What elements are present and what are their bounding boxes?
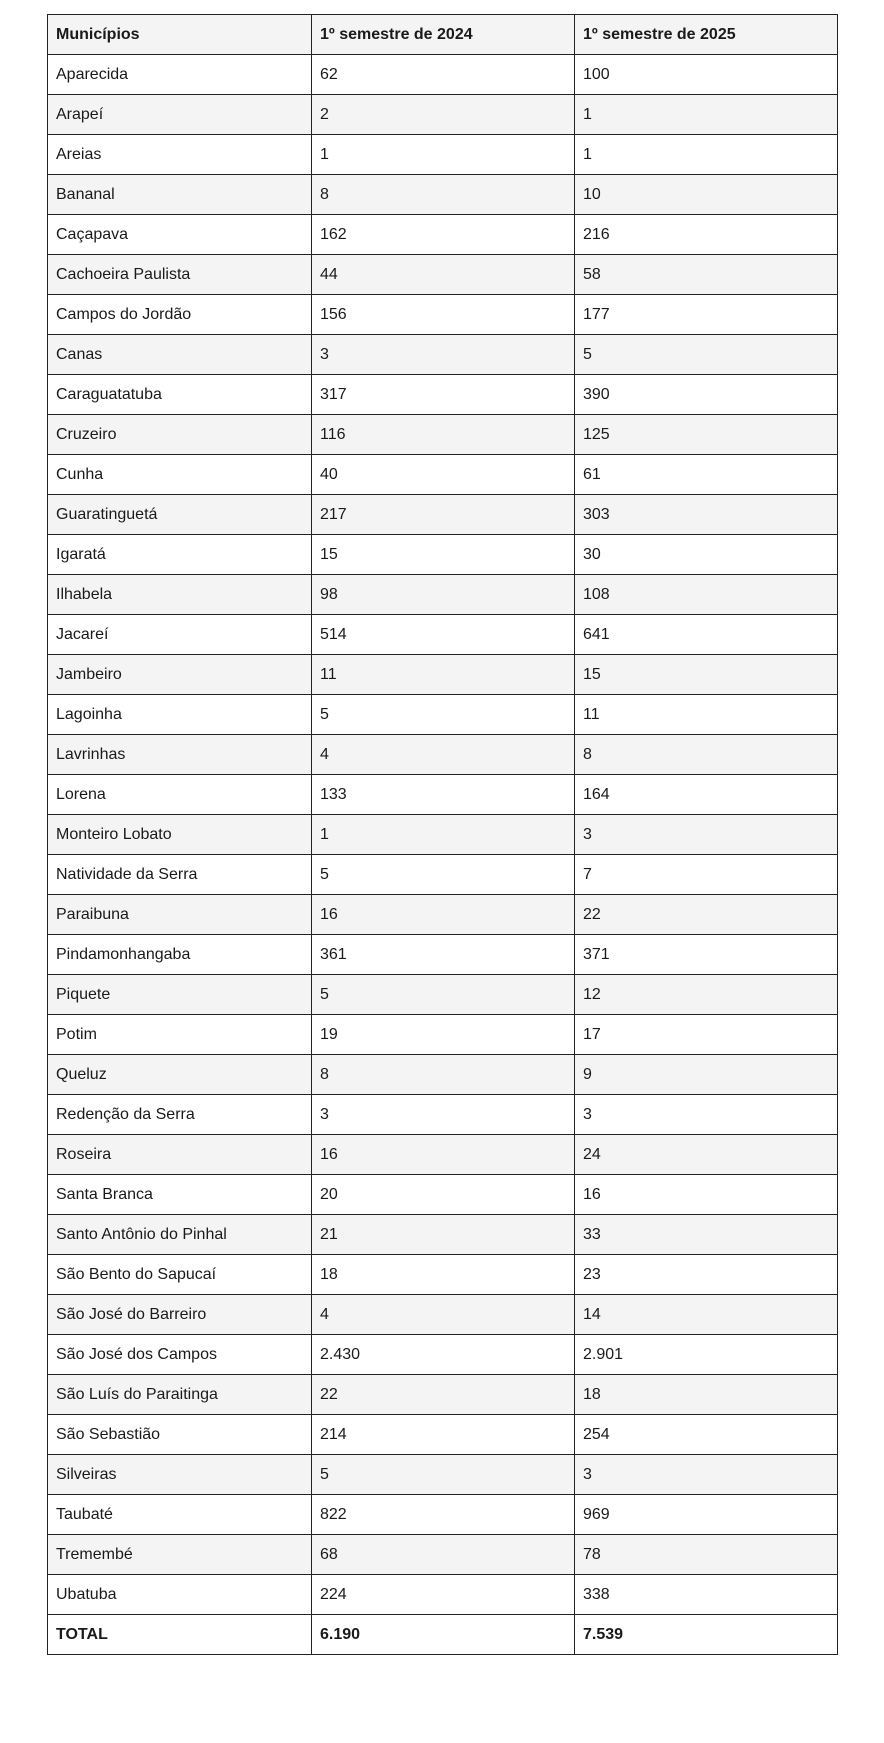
cell-valor-2025: 3 bbox=[575, 815, 838, 855]
cell-valor-2025: 338 bbox=[575, 1575, 838, 1615]
cell-valor-2025: 390 bbox=[575, 375, 838, 415]
cell-valor-2025: 164 bbox=[575, 775, 838, 815]
cell-valor-2024: 44 bbox=[312, 255, 575, 295]
cell-valor-2025: 2.901 bbox=[575, 1335, 838, 1375]
cell-valor-2024: 4 bbox=[312, 1295, 575, 1335]
table-row bbox=[48, 1055, 838, 1095]
cell-valor-2025: 16 bbox=[575, 1175, 838, 1215]
cell-municipio: Santa Branca bbox=[48, 1175, 312, 1215]
table-row bbox=[48, 1495, 838, 1535]
cell-valor-2025: 3 bbox=[575, 1455, 838, 1495]
cell-valor-2024: 133 bbox=[312, 775, 575, 815]
table-row bbox=[48, 975, 838, 1015]
cell-municipio: Igaratá bbox=[48, 535, 312, 575]
cell-municipio: São José dos Campos bbox=[48, 1335, 312, 1375]
cell-municipio: São José do Barreiro bbox=[48, 1295, 312, 1335]
cell-valor-2025: 108 bbox=[575, 575, 838, 615]
cell-valor-2025: 1 bbox=[575, 135, 838, 175]
cell-municipio: Roseira bbox=[48, 1135, 312, 1175]
cell-municipio: São Luís do Paraitinga bbox=[48, 1375, 312, 1415]
table-row bbox=[48, 495, 838, 535]
cell-valor-2024: 217 bbox=[312, 495, 575, 535]
table-row bbox=[48, 175, 838, 215]
table-row bbox=[48, 55, 838, 95]
table-row bbox=[48, 1095, 838, 1135]
cell-valor-2024: 21 bbox=[312, 1215, 575, 1255]
cell-valor-2025: 9 bbox=[575, 1055, 838, 1095]
cell-valor-2025: 177 bbox=[575, 295, 838, 335]
cell-municipio: Lagoinha bbox=[48, 695, 312, 735]
cell-valor-2024: 3 bbox=[312, 335, 575, 375]
table-row bbox=[48, 255, 838, 295]
table-row bbox=[48, 1415, 838, 1455]
cell-municipio: Guaratinguetá bbox=[48, 495, 312, 535]
cell-valor-2025: 641 bbox=[575, 615, 838, 655]
cell-valor-2024: 1 bbox=[312, 135, 575, 175]
cell-valor-2024: 214 bbox=[312, 1415, 575, 1455]
table-row bbox=[48, 655, 838, 695]
cell-valor-2024: 2 bbox=[312, 95, 575, 135]
cell-municipio: Lorena bbox=[48, 775, 312, 815]
cell-valor-2025: 22 bbox=[575, 895, 838, 935]
table-row bbox=[48, 1295, 838, 1335]
table-row bbox=[48, 695, 838, 735]
table-row bbox=[48, 855, 838, 895]
table-row bbox=[48, 575, 838, 615]
table-row bbox=[48, 375, 838, 415]
cell-valor-2024: 116 bbox=[312, 415, 575, 455]
cell-valor-2024: 1 bbox=[312, 815, 575, 855]
cell-valor-2025: 61 bbox=[575, 455, 838, 495]
cell-municipio: São Sebastião bbox=[48, 1415, 312, 1455]
table-row bbox=[48, 1215, 838, 1255]
cell-valor-2025: 3 bbox=[575, 1095, 838, 1135]
cell-municipio: Monteiro Lobato bbox=[48, 815, 312, 855]
cell-municipio: Cunha bbox=[48, 455, 312, 495]
cell-valor-2024: 3 bbox=[312, 1095, 575, 1135]
cell-valor-2024: 361 bbox=[312, 935, 575, 975]
cell-valor-2025: 10 bbox=[575, 175, 838, 215]
cell-valor-2024: 224 bbox=[312, 1575, 575, 1615]
cell-valor-2024: 5 bbox=[312, 855, 575, 895]
cell-valor-2025: 216 bbox=[575, 215, 838, 255]
cell-valor-2024: 68 bbox=[312, 1535, 575, 1575]
cell-valor-2025: 1 bbox=[575, 95, 838, 135]
cell-valor-2025: 969 bbox=[575, 1495, 838, 1535]
table-row bbox=[48, 415, 838, 455]
table-row bbox=[48, 895, 838, 935]
header-semestre-2024: 1º semestre de 2024 bbox=[312, 15, 575, 55]
total-row bbox=[48, 1615, 838, 1655]
cell-municipio: Campos do Jordão bbox=[48, 295, 312, 335]
cell-valor-2024: 8 bbox=[312, 175, 575, 215]
cell-valor-2024: 11 bbox=[312, 655, 575, 695]
cell-valor-2024: 5 bbox=[312, 975, 575, 1015]
table-header-row bbox=[48, 15, 838, 55]
table-row bbox=[48, 1175, 838, 1215]
cell-valor-2025: 11 bbox=[575, 695, 838, 735]
cell-municipio: Caçapava bbox=[48, 215, 312, 255]
cell-municipio: Canas bbox=[48, 335, 312, 375]
cell-municipio: Jambeiro bbox=[48, 655, 312, 695]
cell-valor-2025: 8 bbox=[575, 735, 838, 775]
cell-valor-2025: 30 bbox=[575, 535, 838, 575]
table-row bbox=[48, 335, 838, 375]
table-row bbox=[48, 935, 838, 975]
cell-valor-2024: 514 bbox=[312, 615, 575, 655]
cell-valor-2024: 162 bbox=[312, 215, 575, 255]
cell-valor-2024: 98 bbox=[312, 575, 575, 615]
cell-municipio: Jacareí bbox=[48, 615, 312, 655]
cell-municipio: Aparecida bbox=[48, 55, 312, 95]
total-2025: 7.539 bbox=[575, 1615, 838, 1655]
total-2024: 6.190 bbox=[312, 1615, 575, 1655]
cell-valor-2025: 23 bbox=[575, 1255, 838, 1295]
cell-municipio: Ubatuba bbox=[48, 1575, 312, 1615]
cell-municipio: São Bento do Sapucaí bbox=[48, 1255, 312, 1295]
cell-municipio: Areias bbox=[48, 135, 312, 175]
cell-municipio: Paraibuna bbox=[48, 895, 312, 935]
total-label: TOTAL bbox=[48, 1615, 312, 1655]
table-row bbox=[48, 615, 838, 655]
cell-municipio: Natividade da Serra bbox=[48, 855, 312, 895]
header-municipios: Municípios bbox=[48, 15, 312, 55]
cell-municipio: Caraguatatuba bbox=[48, 375, 312, 415]
municipalities-table bbox=[47, 14, 838, 1655]
cell-valor-2025: 14 bbox=[575, 1295, 838, 1335]
cell-valor-2024: 4 bbox=[312, 735, 575, 775]
table-body bbox=[48, 55, 838, 1655]
cell-valor-2024: 62 bbox=[312, 55, 575, 95]
cell-municipio: Silveiras bbox=[48, 1455, 312, 1495]
cell-valor-2024: 18 bbox=[312, 1255, 575, 1295]
table-row bbox=[48, 1375, 838, 1415]
cell-municipio: Santo Antônio do Pinhal bbox=[48, 1215, 312, 1255]
cell-valor-2024: 5 bbox=[312, 695, 575, 735]
table-row bbox=[48, 455, 838, 495]
cell-valor-2024: 20 bbox=[312, 1175, 575, 1215]
cell-valor-2025: 5 bbox=[575, 335, 838, 375]
cell-valor-2024: 19 bbox=[312, 1015, 575, 1055]
cell-valor-2025: 303 bbox=[575, 495, 838, 535]
cell-valor-2025: 18 bbox=[575, 1375, 838, 1415]
cell-valor-2025: 17 bbox=[575, 1015, 838, 1055]
cell-valor-2024: 22 bbox=[312, 1375, 575, 1415]
cell-valor-2024: 317 bbox=[312, 375, 575, 415]
cell-municipio: Piquete bbox=[48, 975, 312, 1015]
cell-municipio: Redenção da Serra bbox=[48, 1095, 312, 1135]
table-row bbox=[48, 1575, 838, 1615]
cell-valor-2025: 100 bbox=[575, 55, 838, 95]
cell-valor-2024: 2.430 bbox=[312, 1335, 575, 1375]
table-row bbox=[48, 1135, 838, 1175]
cell-municipio: Cachoeira Paulista bbox=[48, 255, 312, 295]
cell-valor-2025: 254 bbox=[575, 1415, 838, 1455]
table-row bbox=[48, 95, 838, 135]
cell-municipio: Cruzeiro bbox=[48, 415, 312, 455]
cell-municipio: Arapeí bbox=[48, 95, 312, 135]
cell-valor-2024: 40 bbox=[312, 455, 575, 495]
cell-municipio: Queluz bbox=[48, 1055, 312, 1095]
cell-municipio: Pindamonhangaba bbox=[48, 935, 312, 975]
cell-valor-2025: 15 bbox=[575, 655, 838, 695]
table-row bbox=[48, 1335, 838, 1375]
table-row bbox=[48, 295, 838, 335]
cell-valor-2025: 78 bbox=[575, 1535, 838, 1575]
cell-valor-2024: 5 bbox=[312, 1455, 575, 1495]
cell-municipio: Lavrinhas bbox=[48, 735, 312, 775]
table-row bbox=[48, 815, 838, 855]
cell-municipio: Potim bbox=[48, 1015, 312, 1055]
cell-municipio: Tremembé bbox=[48, 1535, 312, 1575]
cell-valor-2025: 12 bbox=[575, 975, 838, 1015]
cell-valor-2024: 16 bbox=[312, 1135, 575, 1175]
cell-valor-2025: 58 bbox=[575, 255, 838, 295]
table-row bbox=[48, 735, 838, 775]
cell-valor-2024: 156 bbox=[312, 295, 575, 335]
cell-valor-2024: 822 bbox=[312, 1495, 575, 1535]
table-row bbox=[48, 1535, 838, 1575]
cell-valor-2024: 8 bbox=[312, 1055, 575, 1095]
table-row bbox=[48, 135, 838, 175]
cell-valor-2025: 24 bbox=[575, 1135, 838, 1175]
table-row bbox=[48, 535, 838, 575]
cell-municipio: Taubaté bbox=[48, 1495, 312, 1535]
cell-valor-2025: 371 bbox=[575, 935, 838, 975]
table-row bbox=[48, 1455, 838, 1495]
table-row bbox=[48, 215, 838, 255]
cell-municipio: Ilhabela bbox=[48, 575, 312, 615]
cell-valor-2025: 125 bbox=[575, 415, 838, 455]
table-row bbox=[48, 775, 838, 815]
cell-valor-2024: 15 bbox=[312, 535, 575, 575]
table-row bbox=[48, 1015, 838, 1055]
cell-valor-2025: 7 bbox=[575, 855, 838, 895]
cell-valor-2024: 16 bbox=[312, 895, 575, 935]
cell-municipio: Bananal bbox=[48, 175, 312, 215]
header-semestre-2025: 1º semestre de 2025 bbox=[575, 15, 838, 55]
table-row bbox=[48, 1255, 838, 1295]
cell-valor-2025: 33 bbox=[575, 1215, 838, 1255]
